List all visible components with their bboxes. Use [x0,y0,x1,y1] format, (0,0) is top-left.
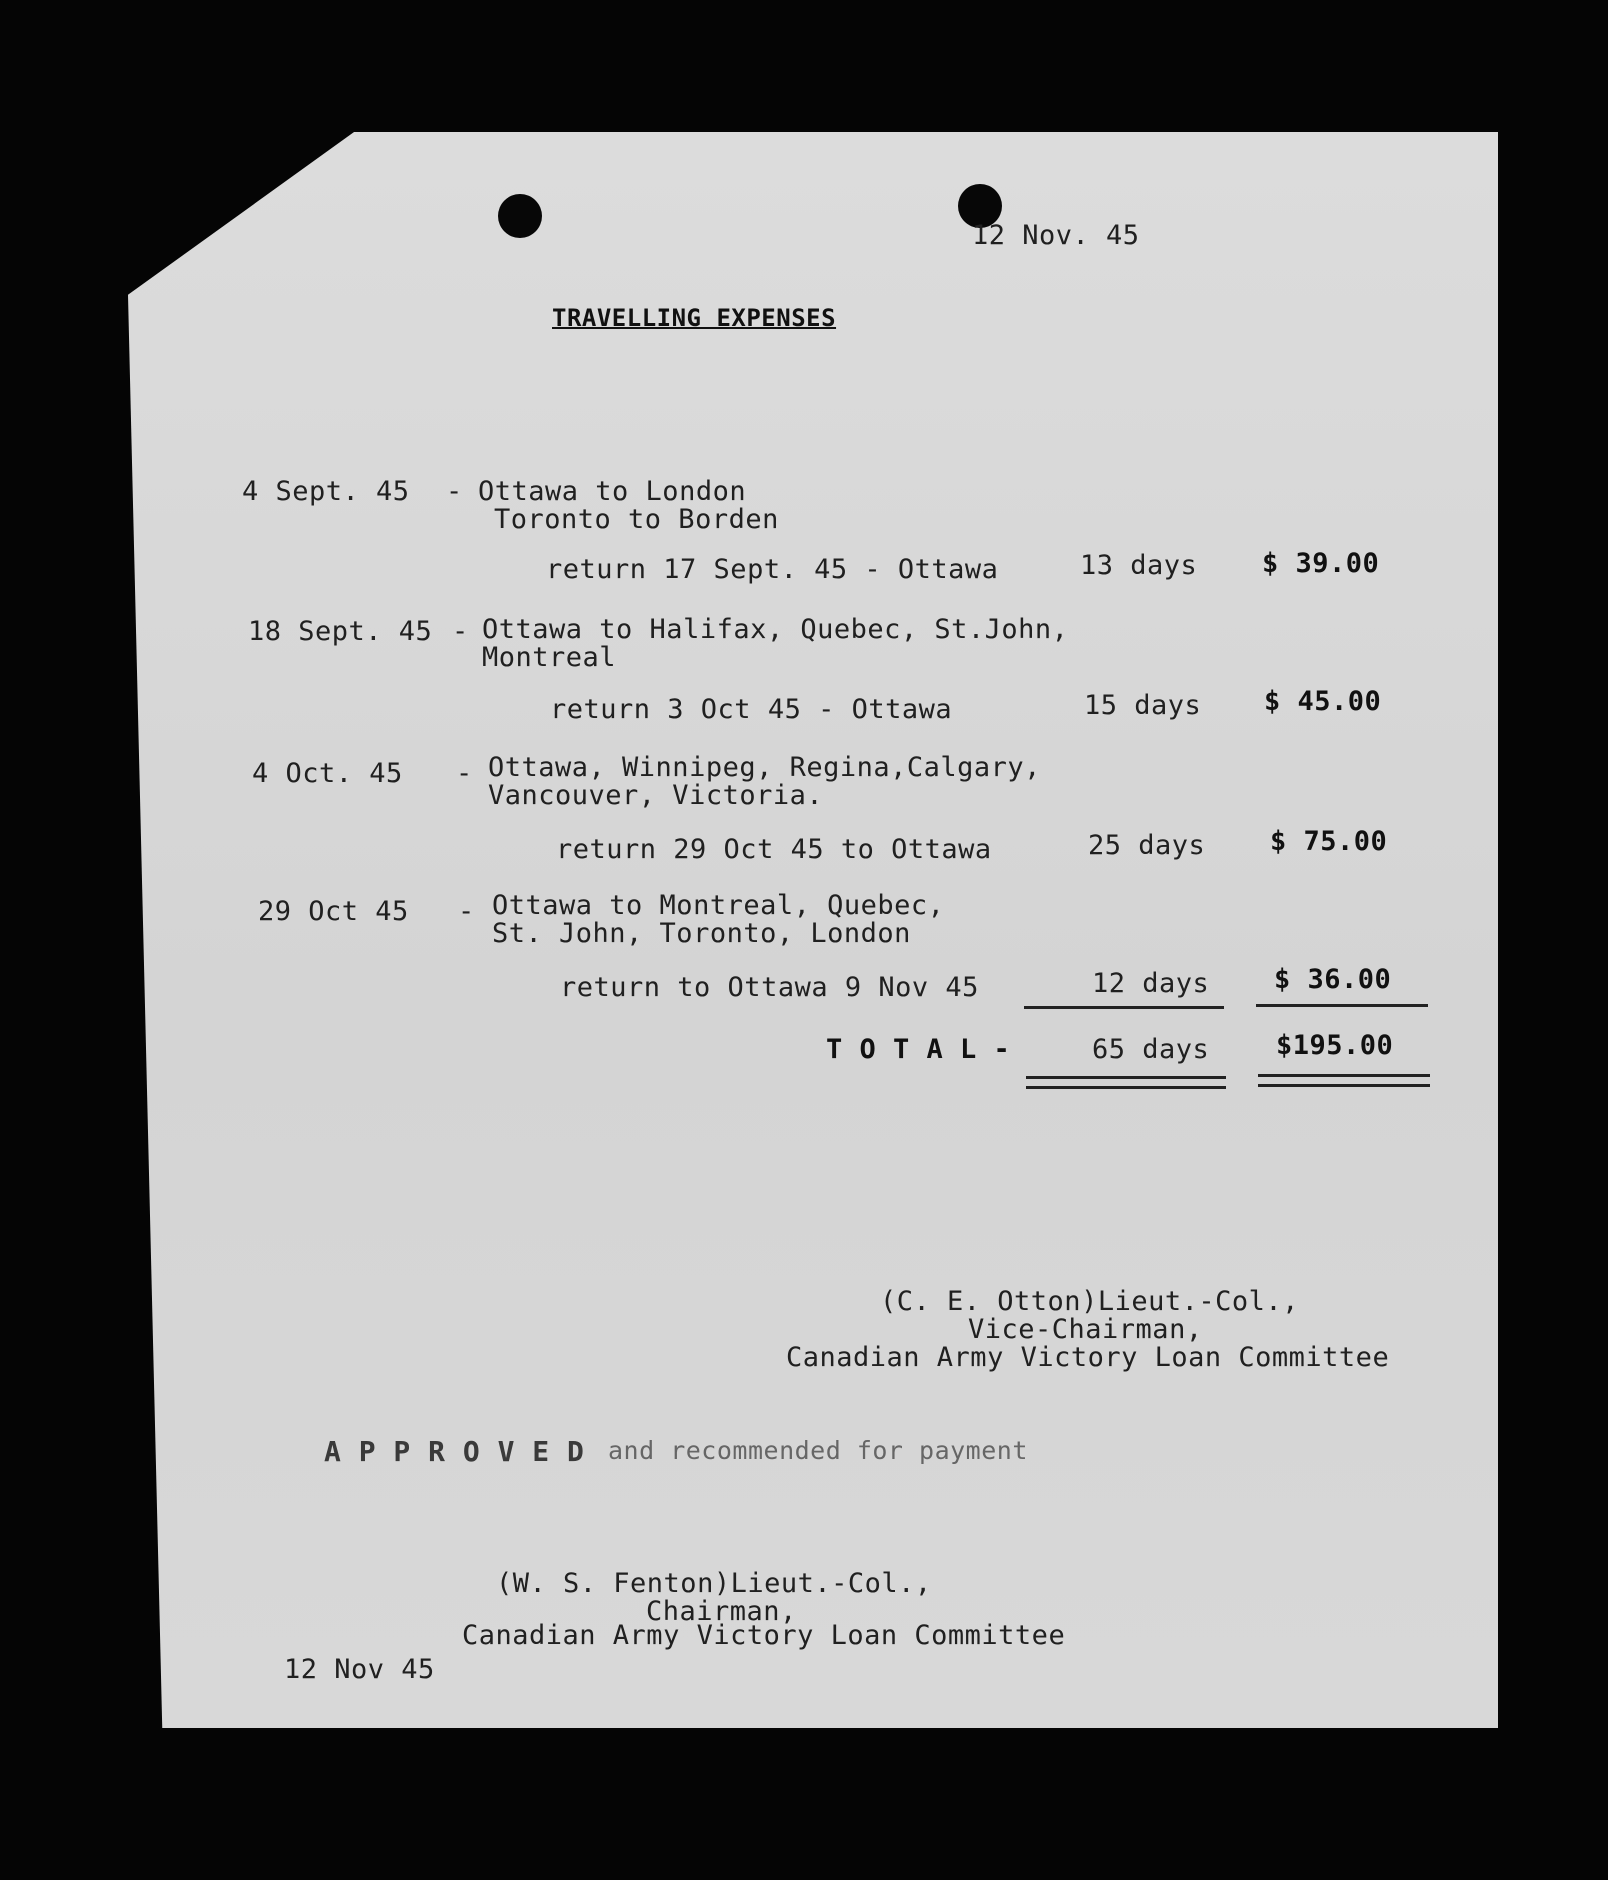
signature-committee: Canadian Army Victory Loan Committee [786,1342,1390,1373]
entry-days: 15 days [1084,690,1202,721]
entry-days: 13 days [1080,550,1198,581]
entry-return: return to Ottawa 9 Nov 45 [560,972,979,1003]
entry-dash: - [456,758,473,789]
entry-route: Ottawa, Winnipeg, Regina,Calgary, [488,752,1041,783]
entry-date: 4 Oct. 45 [252,758,403,789]
amount-total-double-rule [1258,1084,1430,1087]
punch-hole-left [498,194,542,238]
entry-amount: $ 36.00 [1274,964,1392,995]
entry-route: Vancouver, Victoria. [488,780,824,811]
entry-route: Toronto to Borden [494,504,779,535]
entry-route: St. John, Toronto, London [492,918,911,949]
signature-title: Vice-Chairman, [968,1314,1203,1345]
signature-title: Chairman, [646,1596,797,1627]
approval-text: and recommended for payment [608,1436,1028,1465]
signature-committee: Canadian Army Victory Loan Committee [462,1620,1066,1651]
total-days: 65 days [1092,1034,1210,1065]
entry-dash: - [452,616,469,647]
days-subtotal-rule [1024,1006,1224,1009]
days-total-double-rule [1026,1076,1226,1079]
entry-days: 25 days [1088,830,1206,861]
entry-route: Ottawa to Halifax, Quebec, St.John, [482,614,1069,645]
approval-date: 12 Nov 45 [284,1654,435,1685]
signature-name: (W. S. Fenton)Lieut.-Col., [496,1568,932,1599]
entry-date: 4 Sept. 45 [242,476,410,507]
amount-total-double-rule [1258,1074,1430,1077]
entry-dash: - [446,476,463,507]
entry-days: 12 days [1092,968,1210,999]
total-amount: $195.00 [1276,1030,1394,1061]
entry-amount: $ 45.00 [1264,686,1382,717]
approved-stamp: A P P R O V E D [324,1435,585,1468]
entry-amount: $ 39.00 [1262,548,1380,579]
total-label: T O T A L - [826,1034,1011,1065]
entry-route: Montreal [482,642,617,673]
entry-return: return 29 Oct 45 to Ottawa [556,834,992,865]
entry-amount: $ 75.00 [1270,826,1388,857]
entry-route: Ottawa to London [478,476,747,507]
entry-return: return 3 Oct 45 - Ottawa [550,694,953,725]
entry-route: Ottawa to Montreal, Quebec, [492,890,945,921]
document-title: TRAVELLING EXPENSES [552,304,837,332]
signature-name: (C. E. Otton)Lieut.-Col., [880,1286,1299,1317]
days-total-double-rule [1026,1086,1226,1089]
document-date: 12 Nov. 45 [972,220,1140,251]
entry-dash: - [458,896,475,927]
entry-return: return 17 Sept. 45 - Ottawa [546,554,999,585]
amount-subtotal-rule [1256,1004,1428,1007]
entry-date: 18 Sept. 45 [248,616,433,647]
entry-date: 29 Oct 45 [258,896,409,927]
